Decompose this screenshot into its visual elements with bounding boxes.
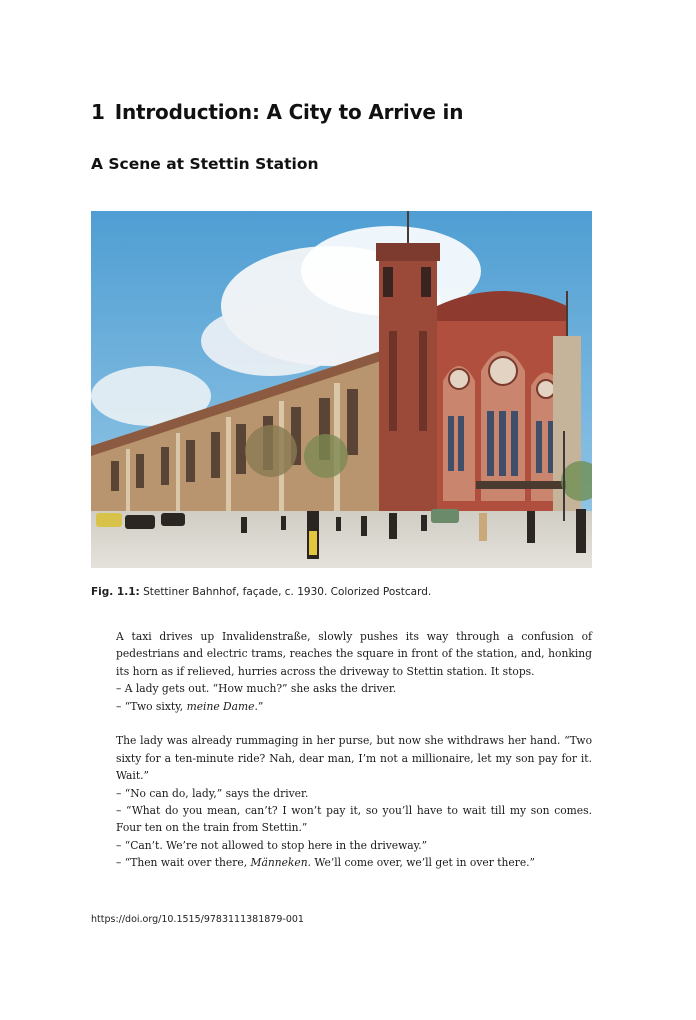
figure-caption bbox=[91, 586, 611, 598]
figure-caption-label: Fig. 1.1: bbox=[91, 586, 140, 598]
paragraph-gap bbox=[116, 715, 592, 732]
paragraph: A taxi drives up Invalidenstraße, slowly pushes its way through a confusion of pedestrians and electric trams, reaches the square in front of the station, and, honking its horn as if relieved, hurries across the driveway to Stettin station. It stops. bbox=[116, 630, 592, 678]
station-photo bbox=[91, 211, 592, 568]
doi-link[interactable]: https://doi.org/10.1515/9783111381879-001 bbox=[91, 914, 304, 925]
dialogue-line: – “Can’t. We’re not allowed to stop here in the driveway.” bbox=[116, 838, 428, 852]
dialogue-line bbox=[116, 698, 592, 715]
dialogue-text: . We’ll come over, we’ll get in over there.” bbox=[307, 856, 536, 870]
dialogue-line: – “No can do, lady,” says the driver. bbox=[116, 786, 309, 800]
emphasis-text: Männeken bbox=[250, 856, 308, 870]
paragraph: The lady was already rummaging in her purse, but now she withdraws her hand. “Two sixty for a ten-minute ride? Nah, dear man, I’m not a millionaire, let my son pay for it. Wait.” bbox=[116, 734, 592, 783]
dialogue-line: – A lady gets out. “How much?” she asks the driver. bbox=[116, 682, 397, 696]
station-photo-illustration bbox=[91, 211, 592, 568]
figure-caption-text: Stettiner Bahnhof, façade, c. 1930. Colorized Postcard. bbox=[139, 586, 432, 598]
chapter-title-text: Introduction: A City to Arrive in bbox=[114, 100, 464, 124]
dialogue-text: – “Two sixty, bbox=[116, 699, 187, 713]
emphasis-text: meine Dame bbox=[186, 699, 255, 713]
chapter-title bbox=[91, 100, 463, 124]
dialogue-line: – “What do you mean, can’t? I won’t pay it, so you’ll have to wait till my son comes. Four ten on the train from Stettin.” bbox=[116, 804, 592, 835]
dialogue-text: .” bbox=[254, 699, 264, 713]
section-title: A Scene at Stettin Station bbox=[91, 155, 319, 173]
chapter-number: 1 bbox=[91, 100, 105, 124]
body-text bbox=[116, 628, 592, 872]
dialogue-line bbox=[116, 854, 592, 871]
dialogue-text: – “Then wait over there, bbox=[116, 856, 251, 870]
